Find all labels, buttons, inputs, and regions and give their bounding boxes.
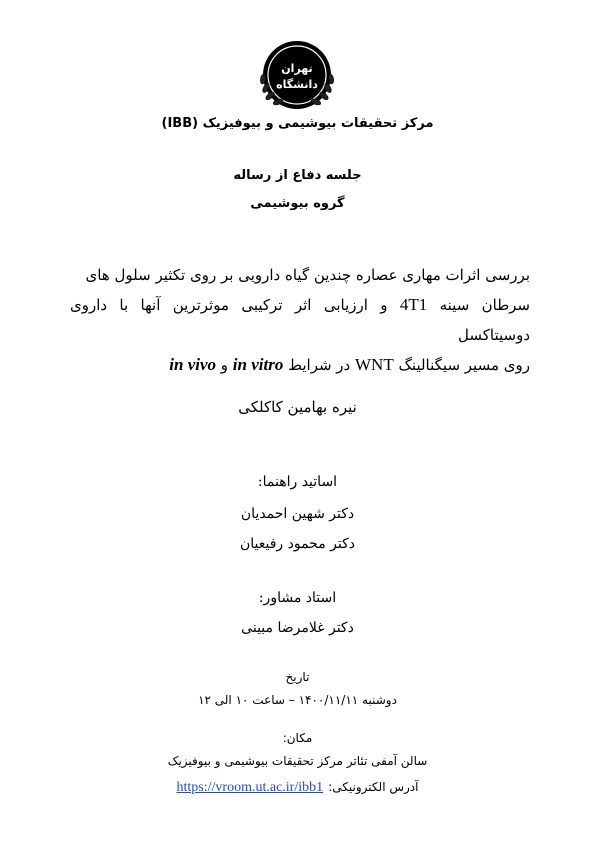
thesis-title-line-2: سرطان سینه 4T1 و ارزیابی اثر ترکیبی موثرترین آنها با داروی دوسیتاکسل	[70, 295, 530, 344]
venue-label: مکان:	[282, 731, 313, 745]
thesis-title	[70, 260, 530, 380]
cell-line-name: 4T1	[399, 295, 428, 314]
pathway-name: WNT	[355, 355, 394, 374]
student-name: نیره بهامین کاکلکی	[238, 398, 357, 416]
thesis-title-line-3: روی مسیر سیگنالینگ WNT در شرایط in vitro و in vivo	[169, 355, 530, 374]
department-name: گروه بیوشیمی	[250, 196, 345, 211]
online-address-link[interactable]: https://vroom.ut.ac.ir/ibb1	[176, 780, 324, 795]
svg-text:دانشگاه: دانشگاه	[276, 78, 318, 91]
date-label: تاریخ	[285, 670, 310, 684]
research-center-name: مرکز تحقیقات بیوشیمی و بیوفیزیک (IBB)	[161, 116, 434, 131]
svg-text:تهران: تهران	[281, 62, 313, 75]
venue-value: سالن آمفی تئاتر مرکز تحقیقات بیوشیمی و بیوفیزیک	[167, 754, 428, 768]
university-logo	[252, 30, 342, 120]
advisor-name: دکتر غلامرضا مبینی	[241, 620, 354, 636]
supervisor-name-2: دکتر محمود رفیعیان	[239, 536, 356, 552]
supervisors-label: اساتید راهنما:	[257, 474, 338, 490]
date-value: دوشنبه ۱۴۰۰/۱۱/۱۱ – ساعت ۱۰ الی ۱۲	[198, 693, 397, 707]
defense-session-title: جلسه دفاع از رساله	[233, 168, 362, 183]
advisor-label: استاد مشاور:	[258, 590, 337, 606]
thesis-title-line-1: بررسی اثرات مهاری عصاره چندین گیاه دارویی بر روی تکثیر سلول های	[85, 266, 530, 284]
online-address	[0, 776, 595, 796]
online-address-label: آدرس الکترونیکی:	[328, 780, 419, 794]
supervisor-name-1: دکتر شهین احمدیان	[240, 506, 355, 522]
